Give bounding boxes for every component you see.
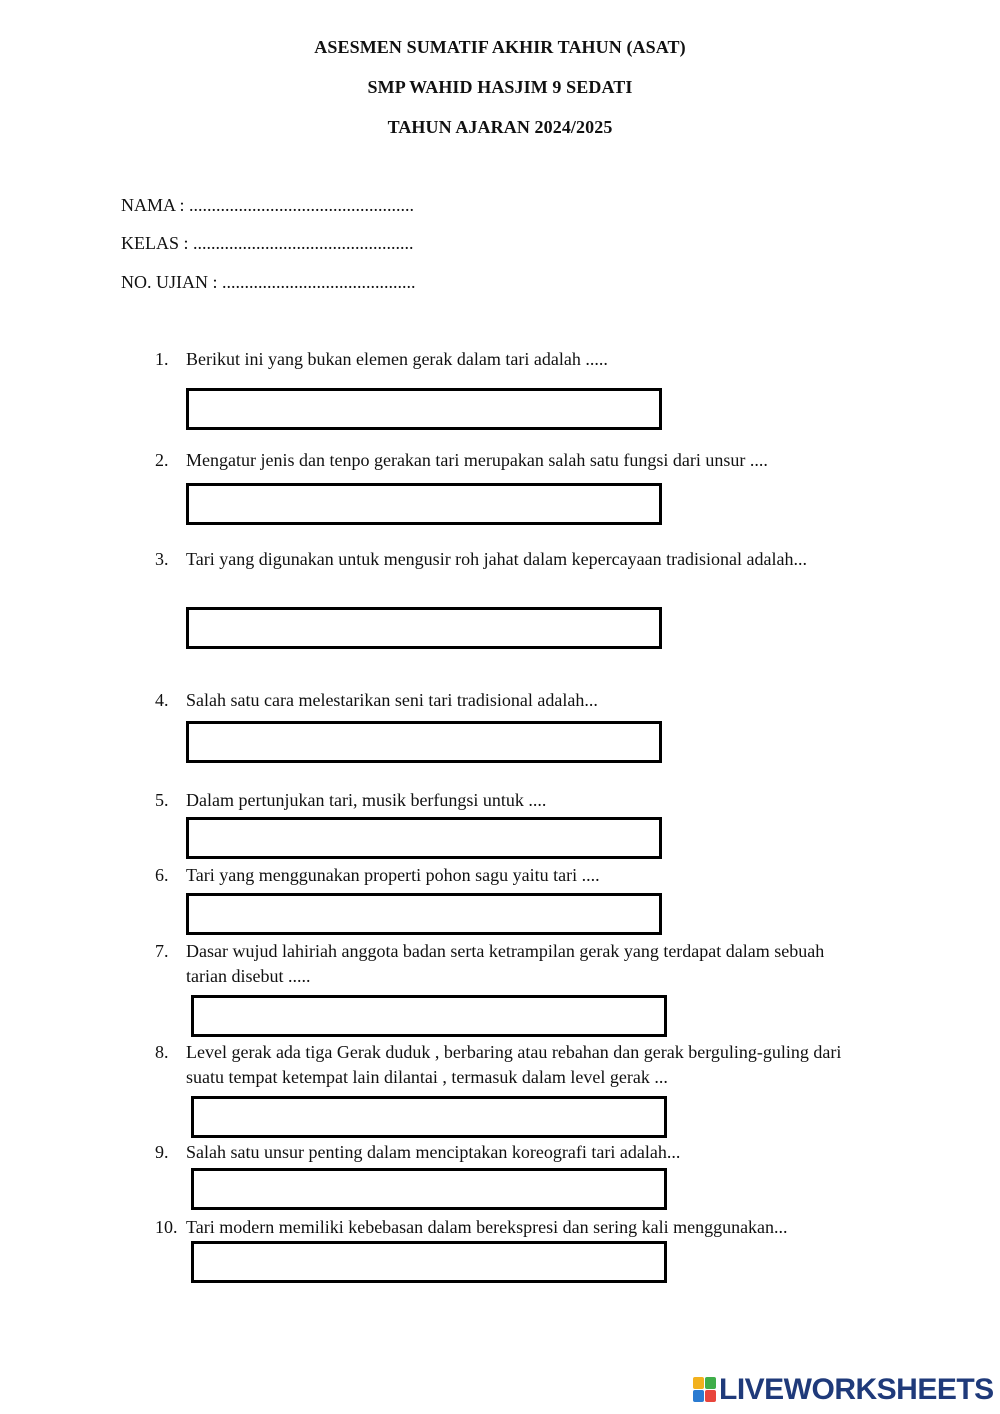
question-text: Dalam pertunjukan tari, musik berfungsi untuk .... xyxy=(186,790,547,810)
question-8 xyxy=(155,1040,845,1090)
answer-box-8[interactable] xyxy=(191,1096,667,1138)
answer-box-5[interactable] xyxy=(186,817,662,859)
question-text: Tari yang menggunakan properti pohon sagu yaitu tari .... xyxy=(186,865,600,885)
question-number: 7. xyxy=(155,941,169,961)
answer-box-4[interactable] xyxy=(186,721,662,763)
question-text: Salah satu unsur penting dalam menciptakan koreografi tari adalah... xyxy=(186,1142,681,1162)
question-number: 8. xyxy=(155,1042,169,1062)
question-number: 9. xyxy=(155,1142,169,1162)
question-10 xyxy=(155,1215,875,1240)
question-number: 5. xyxy=(155,790,169,810)
answer-box-2[interactable] xyxy=(186,483,662,525)
question-2 xyxy=(155,448,875,473)
answer-box-10[interactable] xyxy=(191,1241,667,1283)
question-3 xyxy=(155,547,815,572)
question-6 xyxy=(155,863,875,888)
question-text: Tari yang digunakan untuk mengusir roh jahat dalam kepercayaan tradisional adalah... xyxy=(186,549,808,569)
academic-year: TAHUN AJARAN 2024/2025 xyxy=(387,117,613,137)
question-text: Tari modern memiliki kebebasan dalam berekspresi dan sering kali menggunakan... xyxy=(186,1217,788,1237)
question-text: Mengatur jenis dan tenpo gerakan tari merupakan salah satu fungsi dari unsur .... xyxy=(186,450,768,470)
question-number: 10. xyxy=(155,1217,178,1237)
answer-box-6[interactable] xyxy=(186,893,662,935)
question-text: Salah satu cara melestarikan seni tari tradisional adalah... xyxy=(186,690,598,710)
school-name: SMP WAHID HASJIM 9 SEDATI xyxy=(367,77,633,97)
question-number: 3. xyxy=(155,549,169,569)
brand-name: LIVEWORKSHEETS xyxy=(719,1373,994,1406)
question-text: Level gerak ada tiga Gerak duduk , berbaring atau rebahan dan gerak berguling-guling dari suatu tempat ketempat lain dilantai , termasuk dalam level gerak ... xyxy=(186,1042,842,1087)
liveworksheets-logo[interactable] xyxy=(693,1373,994,1407)
question-5 xyxy=(155,788,875,813)
question-number: 1. xyxy=(155,349,169,369)
question-4 xyxy=(155,688,875,713)
answer-box-3[interactable] xyxy=(186,607,662,649)
question-text: Berikut ini yang bukan elemen gerak dalam tari adalah ..... xyxy=(186,349,608,369)
answer-box-1[interactable] xyxy=(186,388,662,430)
answer-box-7[interactable] xyxy=(191,995,667,1037)
question-text: Dasar wujud lahiriah anggota badan serta ketrampilan gerak yang terdapat dalam sebuah tarian disebut ..... xyxy=(186,941,825,986)
question-number: 6. xyxy=(155,865,169,885)
question-7 xyxy=(155,939,855,989)
answer-box-9[interactable] xyxy=(191,1168,667,1210)
field-nama: NAMA : .................................................. xyxy=(121,195,415,215)
field-kelas: KELAS : ................................................. xyxy=(121,233,414,253)
question-number: 2. xyxy=(155,450,169,470)
exam-title: ASESMEN SUMATIF AKHIR TAHUN (ASAT) xyxy=(314,37,686,57)
question-1 xyxy=(155,347,875,372)
liveworksheets-logo-icon xyxy=(693,1377,717,1403)
question-number: 4. xyxy=(155,690,169,710)
question-9 xyxy=(155,1140,875,1165)
field-no-ujian: NO. UJIAN : ........................................... xyxy=(121,272,416,292)
